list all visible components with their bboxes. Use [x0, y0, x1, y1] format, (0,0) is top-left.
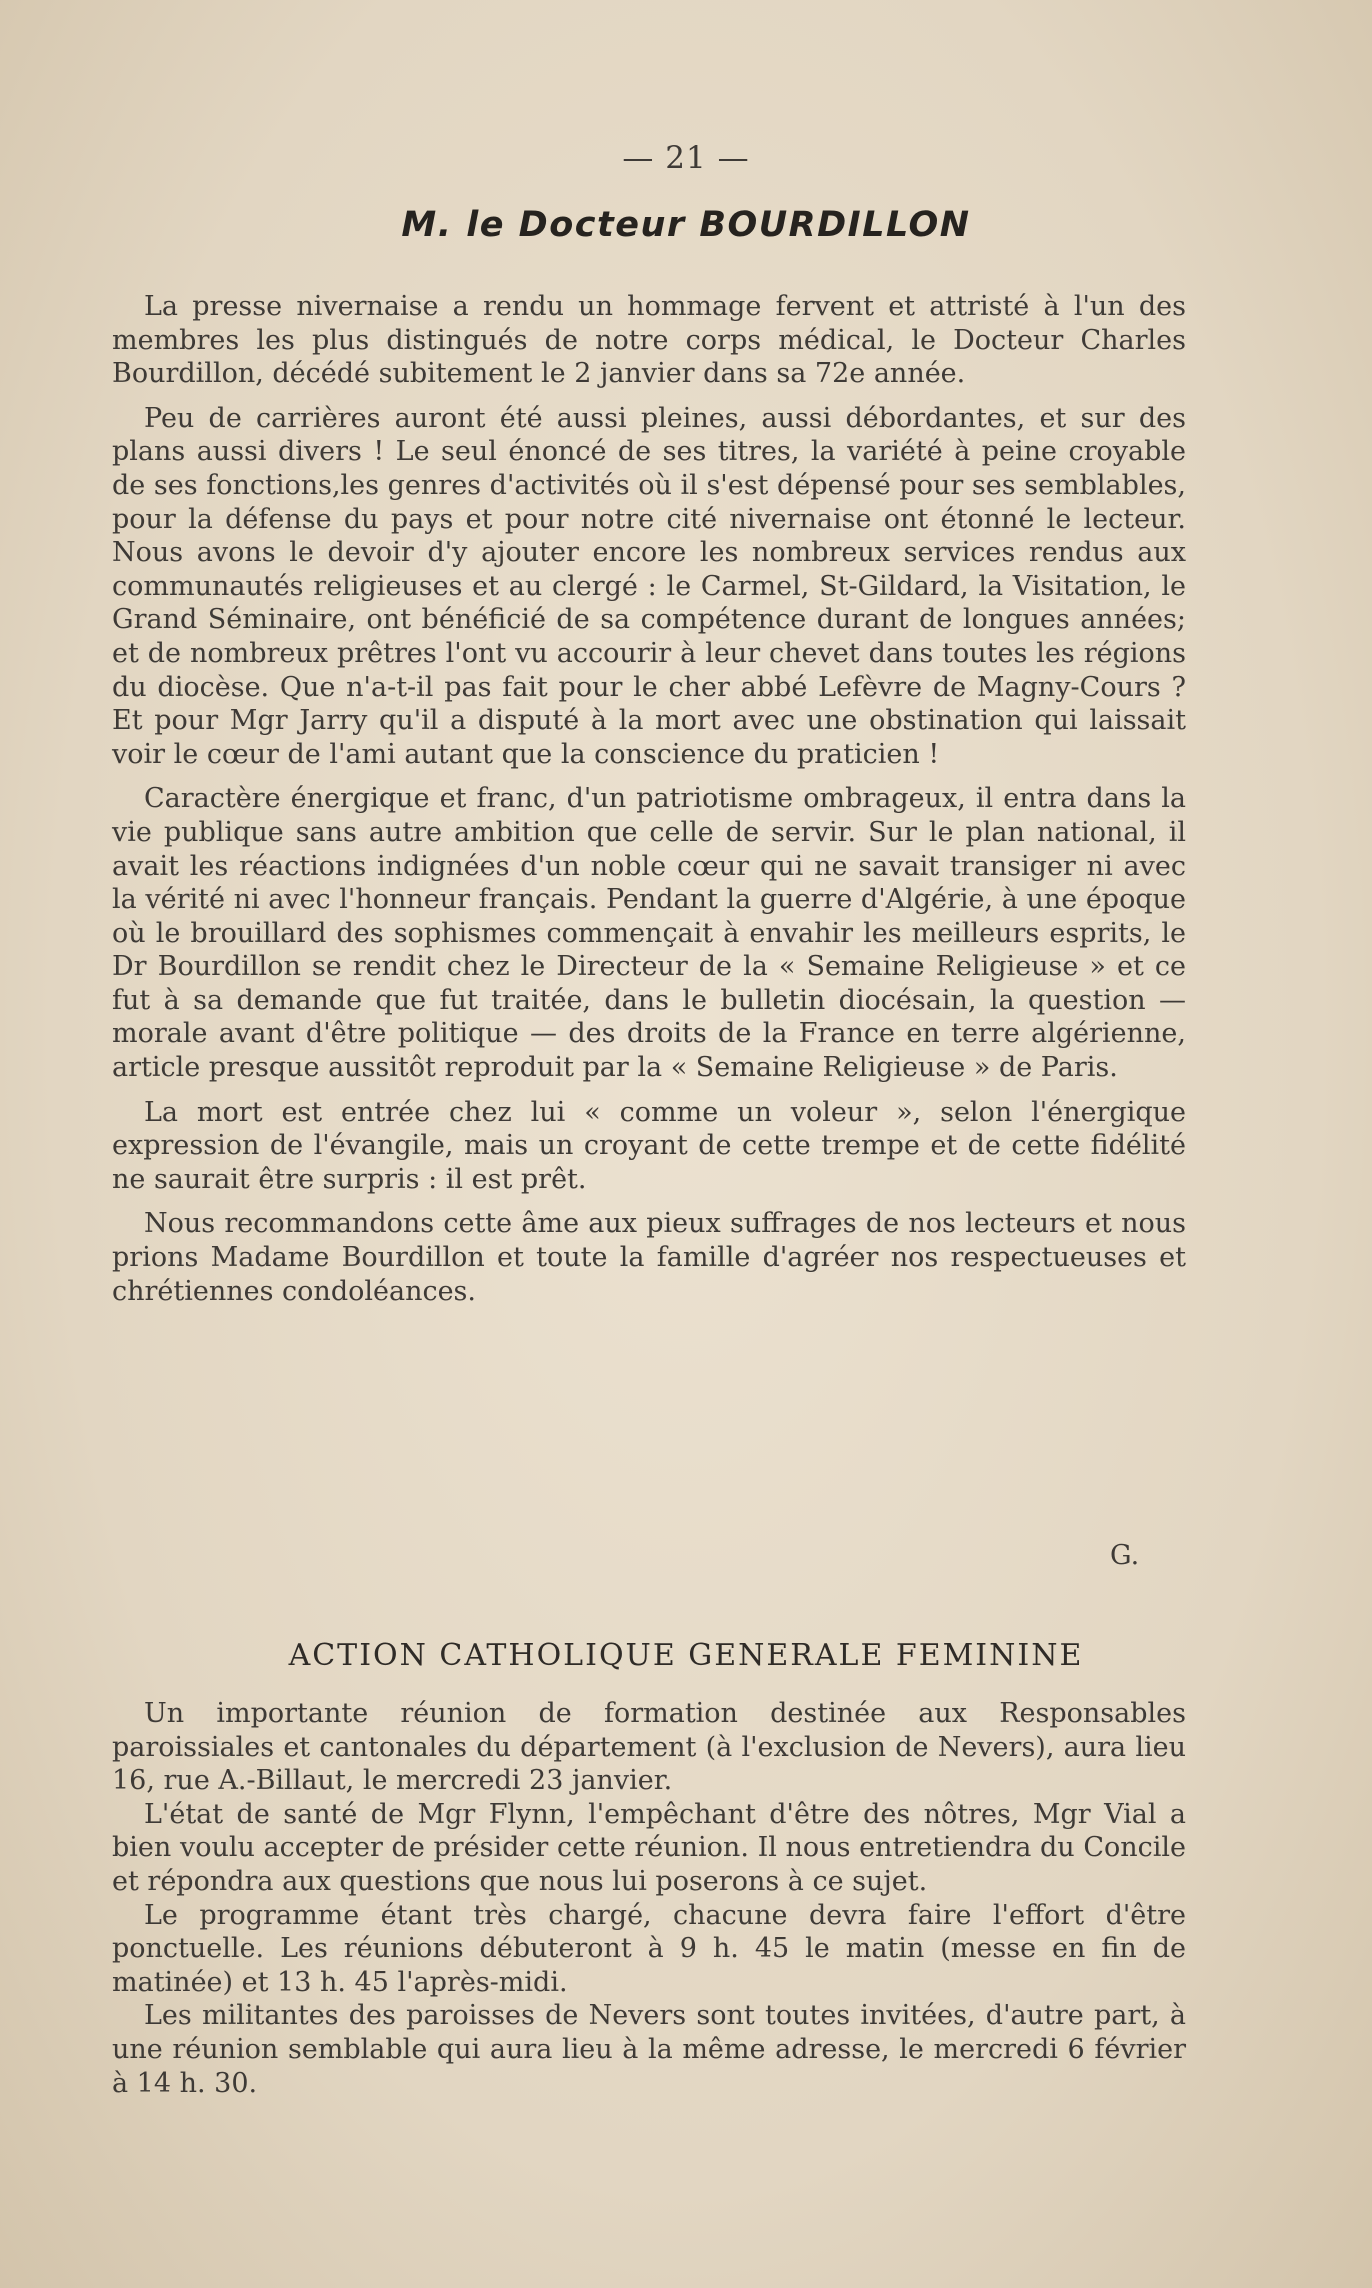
- article-paragraph: La presse nivernaise a rendu un hommage fervent et attristé à l'un des membres les plus distingués de notre corps médical, le Docteur Charles Bourdillon, décédé subitement le 2 janvier dans sa 72e année.: [112, 291, 1186, 390]
- article-title: M. le Docteur BOURDILLON: [401, 205, 971, 245]
- article-signature: G.: [1110, 1540, 1140, 1571]
- article-paragraph: Nous recommandons cette âme aux pieux suffrages de nos lecteurs et nous prions Madame Bourdillon et toute la famille d'agréer nos respectueuses et chrétiennes condoléances.: [112, 1208, 1186, 1307]
- obituary-article: [112, 290, 1186, 1319]
- article-paragraph: Caractère énergique et franc, d'un patriotisme ombrageux, il entra dans la vie publique sans autre ambition que celle de servir. Sur le plan national, il avait les réactions indignées d'un noble cœur qui ne savait transiger ni avec la vérité ni avec l'honneur français. Pendant la guerre d'Algérie, à une époque où le brouillard des sophismes commençait à envahir les meilleurs esprits, le Dr Bourdillon se rendit chez le Directeur de la « Semaine Religieuse » et ce fut à sa demande que fut traitée, dans le bulletin diocésain, la question — morale avant d'être politique — des droits de la France en terre algérienne, article presque aussitôt reproduit par la « Semaine Religieuse » de Paris.: [112, 783, 1186, 1084]
- section-paragraph: L'état de santé de Mgr Flynn, l'empêchant d'être des nôtres, Mgr Vial a bien voulu accepter de présider cette réunion. Il nous entretiendra du Concile et répondra aux questions que nous lui poserons à ce sujet.: [112, 1798, 1186, 1897]
- article-paragraph: La mort est entrée chez lui « comme un voleur », selon l'énergique expression de l'évangile, mais un croyant de cette trempe et de cette fidélité ne saurait être surpris : il est prêt.: [112, 1096, 1186, 1195]
- section-paragraph: Le programme étant très chargé, chacune devra faire l'effort d'être ponctuelle. Les réunions débuteront à 9 h. 45 le matin (messe en fin de matinée) et 13 h. 45 l'après-midi.: [112, 1899, 1186, 1998]
- announcement-section: [112, 1697, 1186, 2100]
- section-paragraph: Les militantes des paroisses de Nevers sont toutes invitées, d'autre part, à une réunion semblable qui aura lieu à la même adresse, le mercredi 6 février à 14 h. 30.: [112, 2000, 1186, 2099]
- page-number: — 21 —: [622, 140, 750, 176]
- article-paragraph: Peu de carrières auront été aussi pleines, aussi débordantes, et sur des plans aussi divers ! Le seul énoncé de ses titres, la variété à peine croyable de ses fonctions,les genres d'activités où il s'est dépensé pour ses semblables, pour la défense du pays et pour notre cité nivernaise ont étonné le lecteur. Nous avons le devoir d'y ajouter encore les nombreux services rendus aux communautés religieuses et au clergé : le Carmel, St-Gildard, la Visitation, le Grand Séminaire, ont bénéficié de sa compétence durant de longues années; et de nombreux prêtres l'ont vu accourir à leur chevet dans toutes les régions du diocèse. Que n'a-t-il pas fait pour le cher abbé Lefèvre de Magny-Cours ? Et pour Mgr Jarry qu'il a disputé à la mort avec une obstination qui laissait voir le cœur de l'ami autant que la conscience du praticien !: [112, 402, 1186, 770]
- section-title: ACTION CATHOLIQUE GENERALE FEMININE: [288, 1638, 1084, 1673]
- section-paragraph: Un importante réunion de formation destinée aux Responsables paroissiales et cantonales du département (à l'exclusion de Nevers), aura lieu 16, rue A.-Billaut, le mercredi 23 janvier.: [112, 1698, 1186, 1797]
